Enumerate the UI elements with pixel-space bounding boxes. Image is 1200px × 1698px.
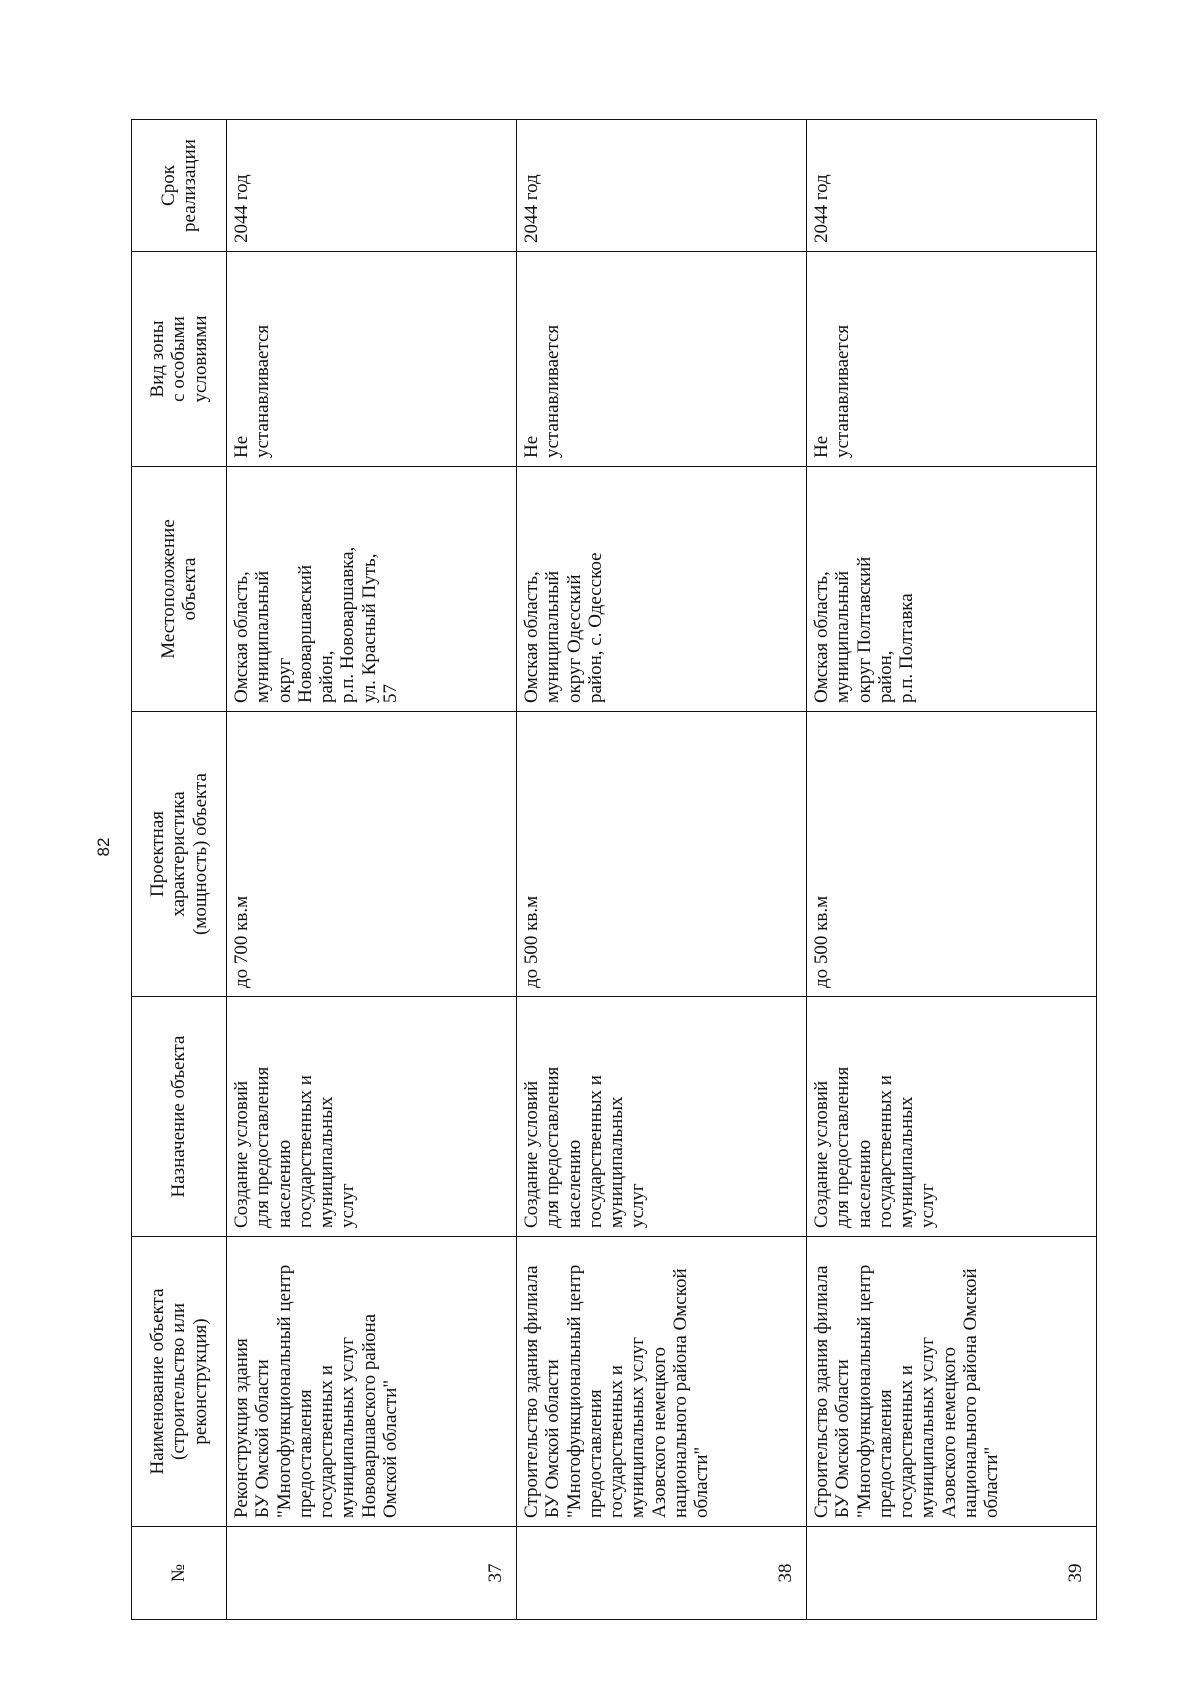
table-row [227, 120, 517, 1620]
header-object-name: Наименование объекта (строительство или реконструкция) [132, 1237, 227, 1527]
row-capacity: до 700 кв.м [227, 712, 517, 997]
row-number: 37 [227, 1527, 517, 1620]
header-capacity: Проектная характеристика (мощность) объекта [132, 712, 227, 997]
table-row [807, 120, 1097, 1620]
header-term: Срок реализации [132, 120, 227, 252]
row-term: 2044 год [227, 120, 517, 252]
table-row [517, 120, 807, 1620]
row-number: 38 [517, 1527, 807, 1620]
row-capacity: до 500 кв.м [807, 712, 1097, 997]
objects-table-wrapper [131, 120, 1096, 1620]
row-location: Омская область, муниципальный округ Нововаршавский район, р.п. Нововаршавка, ул. Красный Путь, 57 [227, 467, 517, 712]
row-purpose: Создание условий для предоставления населению государственных и муниципальных услуг [517, 997, 807, 1237]
row-zone-type: Не устанавливается [807, 252, 1097, 467]
table-header-row [132, 120, 227, 1620]
header-zone-type: Вид зоны с особыми условиями [132, 252, 227, 467]
row-location: Омская область, муниципальный округ Одесский район, с. Одесское [517, 467, 807, 712]
header-location: Местоположение объекта [132, 467, 227, 712]
page-number: 82 [94, 837, 113, 857]
row-capacity: до 500 кв.м [517, 712, 807, 997]
row-term: 2044 год [517, 120, 807, 252]
row-zone-type: Не устанавливается [517, 252, 807, 467]
header-purpose: Назначение объекта [132, 997, 227, 1237]
row-purpose: Создание условий для предоставления населению государственных и муниципальных услуг [807, 997, 1097, 1237]
objects-table [131, 119, 1097, 1620]
row-number: 39 [807, 1527, 1097, 1620]
row-object-name: Реконструкция здания БУ Омской области "Многофункциональный центр предоставления государственных и муниципальных услуг Нововаршавского района Омской области" [227, 1237, 517, 1527]
row-purpose: Создание условий для предоставления населению государственных и муниципальных услуг [227, 997, 517, 1237]
row-zone-type: Не устанавливается [227, 252, 517, 467]
row-location: Омская область, муниципальный округ Полтавский район, р.п. Полтавка [807, 467, 1097, 712]
row-object-name: Строительство здания филиала БУ Омской области "Многофункциональный центр предоставления государственных и муниципальных услуг Азовского немецкого национального района Омской области" [807, 1237, 1097, 1527]
row-object-name: Строительство здания филиала БУ Омской области "Многофункциональный центр предоставления государственных и муниципальных услуг Азовского немецкого национального района Омской области" [517, 1237, 807, 1527]
header-number: № [132, 1527, 227, 1620]
row-term: 2044 год [807, 120, 1097, 252]
